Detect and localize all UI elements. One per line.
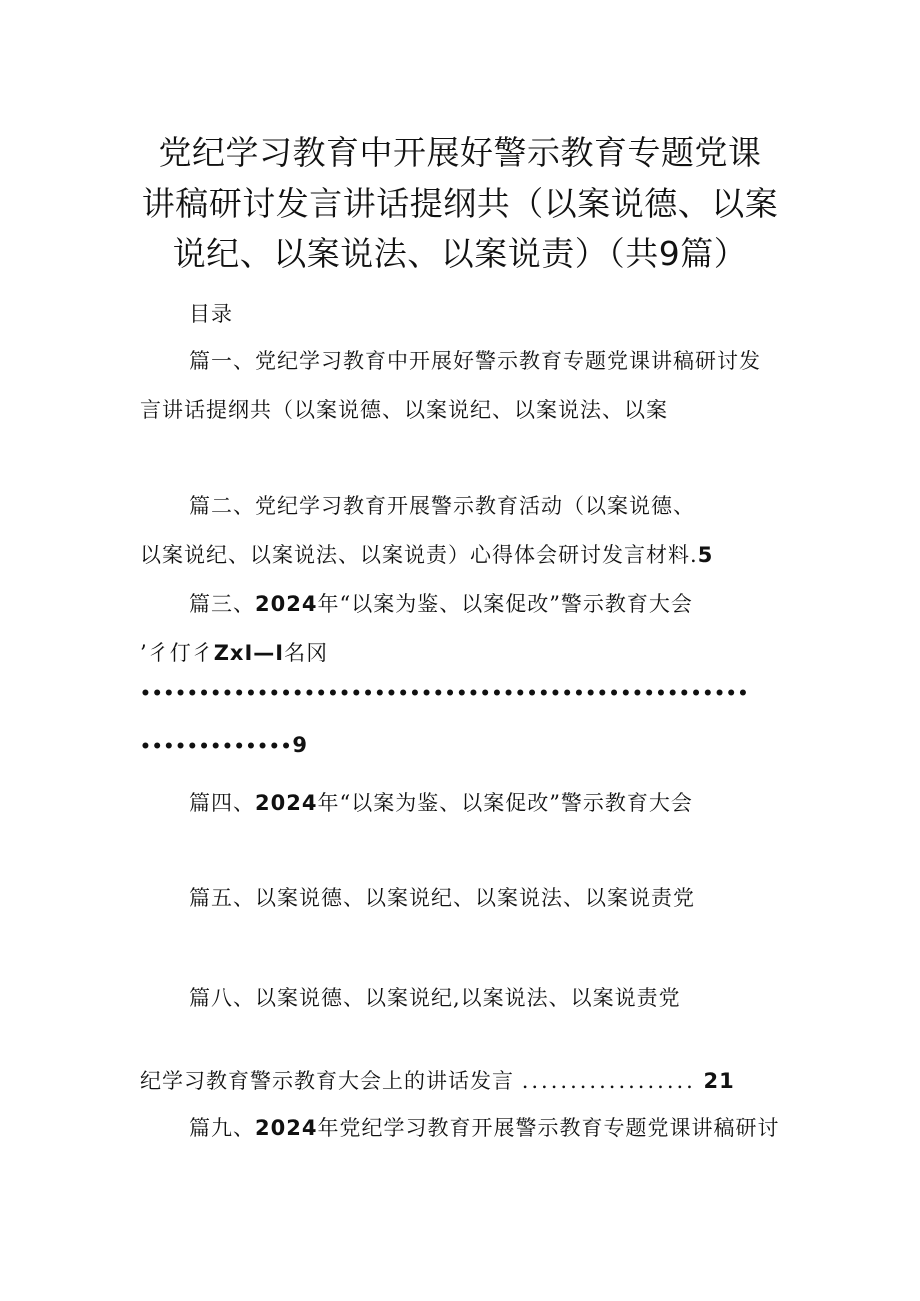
toc-entry-9-prefix: 篇九、 bbox=[189, 1116, 255, 1140]
toc-entry-3-garbled-a: ’彳仃彳 bbox=[140, 641, 214, 665]
toc-entry-5-line-1: 篇五、以案说德、以案说纪、以案说法、以案说责党 bbox=[189, 886, 695, 910]
toc-entry-9-line-1 bbox=[189, 1112, 779, 1142]
toc-entry-1-line-2: 言讲话提纲共（以案说德、以案说纪、以案说法、以案 bbox=[140, 398, 668, 422]
toc-entry-9-year: 2024 bbox=[255, 1116, 318, 1140]
toc-entry-3-leader-row-1: •••••••••••••••••••••••••••••••••••••••••••••••••••• bbox=[140, 684, 750, 704]
toc-entry-2-line-1: 篇二、党纪学习教育开展警示教育活动（以案说德、 bbox=[189, 494, 695, 518]
toc-entry-2-line-2 bbox=[140, 539, 713, 569]
toc-entry-8-leader: .................. bbox=[521, 1069, 696, 1093]
toc-entry-2-text: 以案说纪、以案说法、以案说责）心得体会研讨发言材料. bbox=[140, 543, 698, 567]
toc-entry-3-prefix: 篇三、 bbox=[189, 592, 255, 616]
document-title-line-2: 讲稿研讨发言讲话提纲共（以案说德、以案 bbox=[141, 184, 779, 223]
document-title-line-3: 说纪、以案说法、以案说责）（共9篇） bbox=[172, 234, 748, 273]
toc-entry-9-rest: 年党纪学习教育开展警示教育专题党课讲稿研讨 bbox=[317, 1116, 780, 1140]
toc-entry-3-line-2 bbox=[140, 637, 328, 667]
toc-entry-3-year: 2024 bbox=[255, 592, 318, 616]
toc-entry-8-page-number: 21 bbox=[703, 1069, 735, 1093]
toc-entry-3-garbled-c: 名冈 bbox=[284, 641, 329, 665]
toc-heading: 目录 bbox=[189, 302, 233, 326]
toc-entry-3-line-1 bbox=[189, 588, 693, 618]
toc-entry-1-line-1: 篇一、党纪学习教育中开展好警示教育专题党课讲稿研讨发 bbox=[189, 349, 761, 373]
toc-entry-4-line-1 bbox=[189, 787, 693, 817]
toc-entry-3-leader: ••••••••••••• bbox=[140, 737, 293, 757]
toc-entry-4-rest: 年“以案为鉴、以案促改”警示教育大会 bbox=[317, 791, 693, 815]
toc-entry-8-line-2 bbox=[140, 1065, 735, 1095]
toc-entry-4-year: 2024 bbox=[255, 791, 318, 815]
toc-entry-3-leader-row-2 bbox=[140, 733, 307, 757]
toc-entry-8-line-1: 篇八、以案说德、以案说纪,以案说法、以案说责党 bbox=[189, 986, 681, 1010]
toc-entry-8-text: 纪学习教育警示教育大会上的讲话发言 bbox=[140, 1069, 514, 1093]
toc-entry-4-prefix: 篇四、 bbox=[189, 791, 255, 815]
toc-entry-2-page-number: 5 bbox=[697, 543, 714, 567]
document-title-line-1: 党纪学习教育中开展好警示教育专题党课 bbox=[158, 133, 762, 172]
toc-entry-3-page-number: 9 bbox=[292, 733, 307, 757]
toc-entry-3-garbled-b: ZxI—I bbox=[213, 641, 285, 665]
toc-entry-3-rest: 年“以案为鉴、以案促改”警示教育大会 bbox=[317, 592, 693, 616]
